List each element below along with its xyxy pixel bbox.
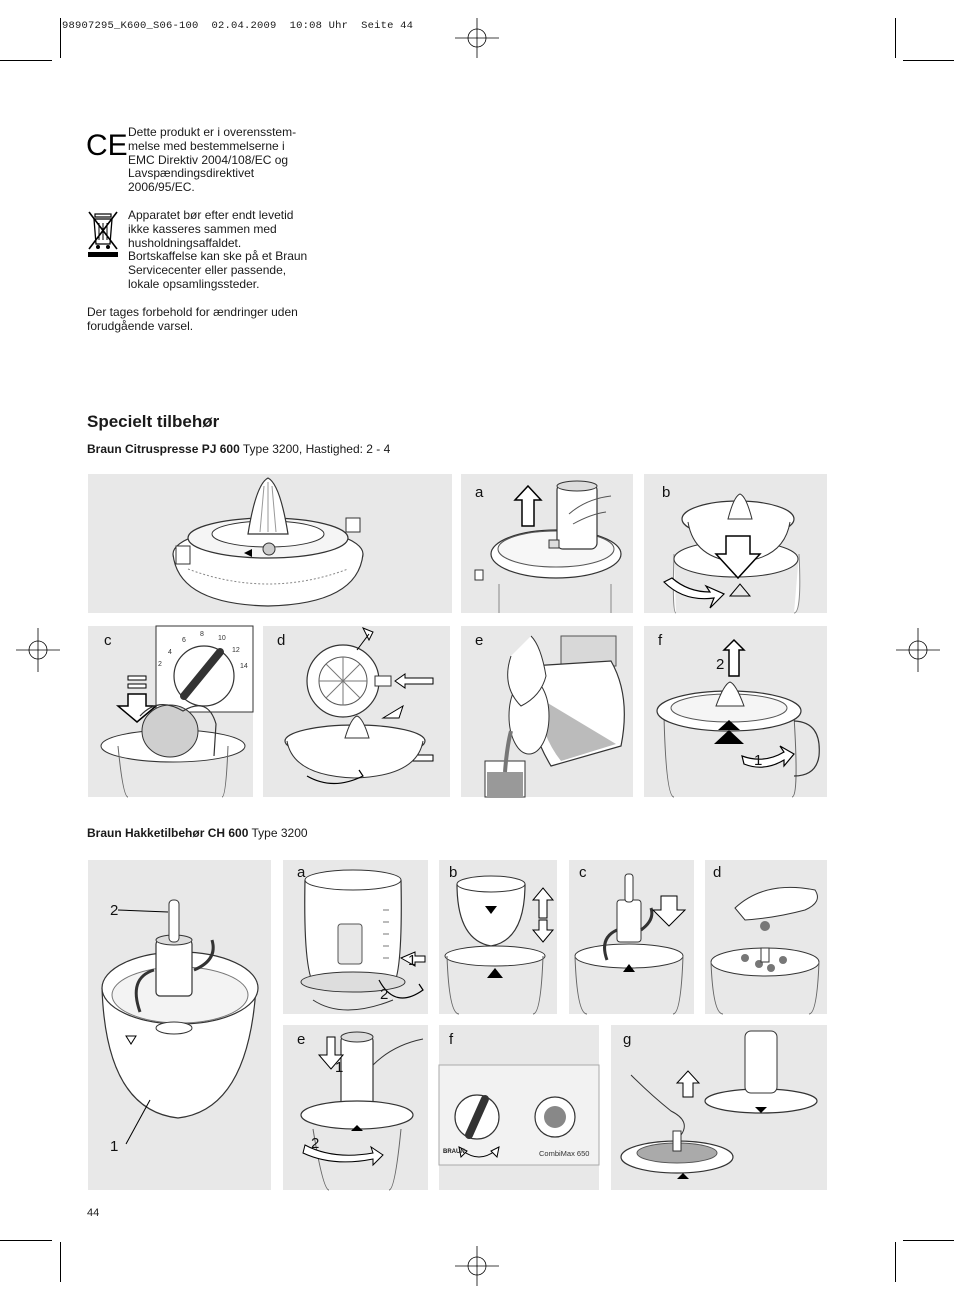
- registration-target-icon: [16, 628, 60, 672]
- citrus-step-f-illustration: [644, 626, 827, 797]
- registration-target-icon: [455, 18, 499, 58]
- section-title: Specielt tilbehør: [87, 412, 220, 431]
- header-time: 10:08 Uhr: [289, 20, 349, 32]
- part-number: 1: [110, 1138, 119, 1155]
- citrus-step-e-illustration: [461, 626, 633, 797]
- chopper-heading: [87, 826, 308, 840]
- dial-tick: 6: [182, 637, 186, 644]
- citrus-step-c-illustration: [88, 626, 253, 797]
- part-number: 2: [110, 902, 119, 919]
- step-label: d: [713, 864, 722, 881]
- crop-mark: [903, 1240, 954, 1241]
- brand-logo: BRAUN: [443, 1149, 465, 1155]
- registration-target-icon: [455, 1246, 499, 1286]
- crop-mark: [0, 1240, 52, 1241]
- step-label: d: [277, 632, 286, 649]
- step-number: 1: [408, 952, 417, 969]
- crop-mark: [903, 60, 954, 61]
- chopper-overview-illustration: [88, 860, 271, 1190]
- chopper-step-d-illustration: [705, 860, 827, 1014]
- step-label: f: [449, 1031, 454, 1048]
- step-label: g: [623, 1031, 632, 1048]
- dial-tick: 14: [240, 663, 248, 670]
- dial-tick: 8: [200, 631, 204, 638]
- header-date: 02.04.2009: [211, 20, 277, 32]
- crop-mark: [895, 1242, 896, 1282]
- step-number: 1: [335, 1059, 344, 1076]
- step-label: c: [104, 632, 112, 649]
- citrus-step-d-illustration: [263, 626, 450, 797]
- weee-bin-icon: [86, 210, 120, 260]
- chopper-step-e-illustration: [283, 1025, 428, 1190]
- crop-mark: [895, 18, 896, 58]
- dial-tick: 4: [168, 649, 172, 656]
- crop-mark: [0, 60, 52, 61]
- step-number: 2: [311, 1135, 320, 1152]
- header-page-label: Seite 44: [361, 20, 414, 32]
- citrus-step-b-illustration: [644, 474, 827, 613]
- citrus-step-a-illustration: [461, 474, 633, 613]
- step-label: c: [579, 864, 587, 881]
- step-label: a: [297, 864, 306, 881]
- ce-mark-icon: [86, 127, 128, 162]
- chopper-step-a-illustration: [283, 860, 428, 1014]
- change-reservation-text: Der tages forbehold for ændringer uden forudgående varsel.: [87, 305, 298, 333]
- step-label: b: [449, 864, 458, 881]
- chopper-name: Braun Hakketilbehør CH 600: [87, 826, 249, 840]
- dial-tick: 2: [158, 661, 162, 668]
- step-label: f: [658, 632, 663, 649]
- step-number: 1: [754, 752, 763, 769]
- citrus-press-spec: Type 3200, Hastighed: 2 - 4: [239, 442, 391, 456]
- crop-mark: [60, 1242, 61, 1282]
- model-name: CombiMax 650: [539, 1149, 590, 1158]
- dial-tick: 12: [232, 647, 240, 654]
- chopper-spec: Type 3200: [248, 826, 308, 840]
- dial-tick: 10: [218, 635, 226, 642]
- step-label: e: [475, 632, 484, 649]
- header-file: 98907295_K600_S06-100: [62, 20, 199, 32]
- step-label: a: [475, 484, 484, 501]
- step-label: b: [662, 484, 671, 501]
- citrus-press-heading: [87, 442, 390, 456]
- chopper-step-b-illustration: [439, 860, 557, 1014]
- citrus-press-name: Braun Citruspresse PJ 600: [87, 442, 240, 456]
- chopper-step-c-illustration: [569, 860, 694, 1014]
- crop-mark: [60, 18, 61, 58]
- ce-mark-text: CE: [86, 129, 128, 162]
- chopper-step-f-illustration: [439, 1025, 599, 1190]
- page-number: 44: [87, 1207, 100, 1219]
- chopper-step-g-illustration: [611, 1025, 827, 1190]
- registration-target-icon: [896, 628, 940, 672]
- print-header: [62, 20, 413, 32]
- step-label: e: [297, 1031, 306, 1048]
- weee-disposal-text: Apparatet bør efter endt levetid ikke kasseres sammen med husholdningsaffaldet. Bortskaffelse kan ske på et Braun Servicecenter eller passende, lokale opsamlingssteder.: [128, 208, 308, 291]
- ce-conformity-text: Dette produkt er i overensstem- melse med bestemmelserne i EMC Direktiv 2004/108/EC og Lavspændingsdirektivet 2006/95/EC.: [128, 125, 297, 195]
- step-number: 2: [380, 986, 389, 1003]
- citrus-overview-illustration: [88, 474, 452, 613]
- step-number: 2: [716, 656, 725, 673]
